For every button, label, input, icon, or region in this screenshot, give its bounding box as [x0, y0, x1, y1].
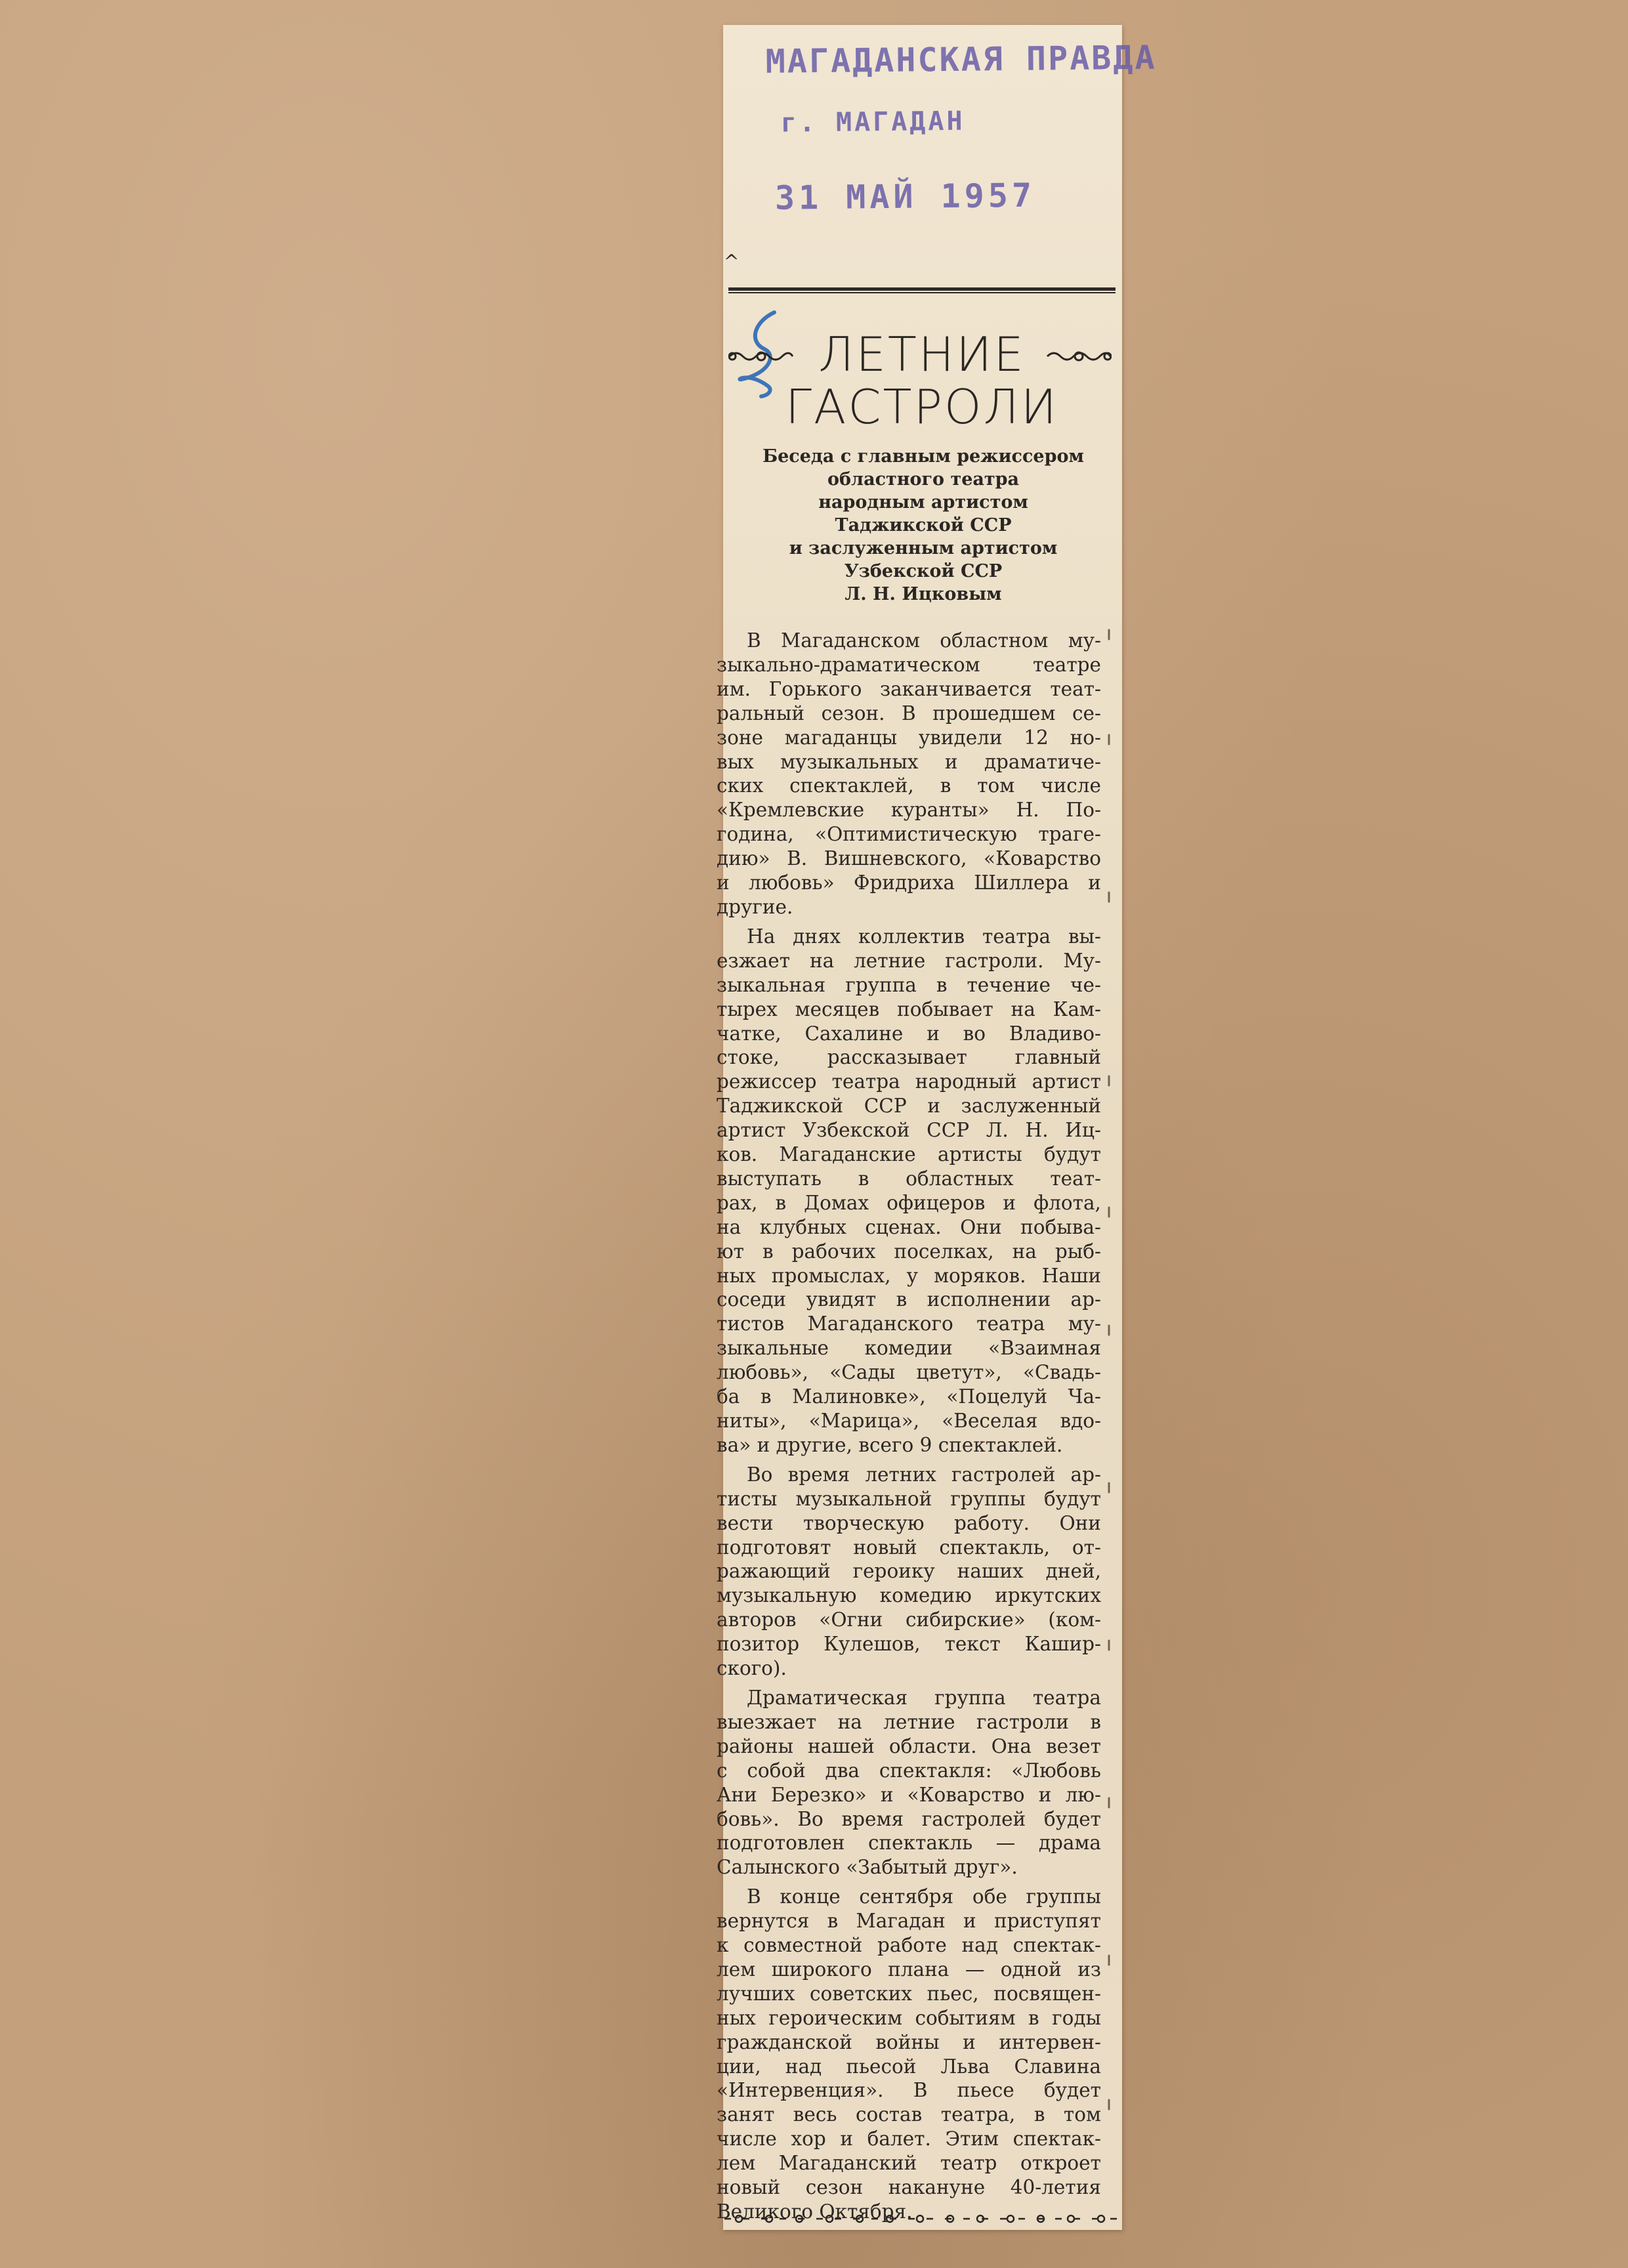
corner-mark-icon: ^	[724, 251, 740, 272]
article-line: занят весь состав театра, в том	[717, 2103, 1101, 2126]
article-line: ных промыслах, у моряков. Наши	[717, 1264, 1101, 1287]
article-line: ских спектаклей, в том числе	[717, 774, 1101, 797]
article-line: година, «Оптимистическую траге-	[717, 823, 1101, 846]
article-line: новый сезон накануне 40-летия	[717, 2176, 1101, 2199]
article-line: бовь». Во время гастролей будет	[717, 1807, 1101, 1830]
margin-tick-marks	[1102, 617, 1116, 2179]
article-line: Салынского «Забытый друг».	[717, 1856, 1018, 1879]
article-line: В конце сентября обе группы	[747, 1885, 1101, 1908]
article-line: режиссер театра народный артист	[717, 1070, 1101, 1093]
article-line: дию» В. Вишневского, «Коварство	[717, 847, 1101, 870]
article-line: зоне магаданцы увидели 12 но-	[717, 726, 1101, 749]
article-line: тистов Магаданского театра му-	[717, 1312, 1101, 1335]
article-line: гражданской войны и интервен-	[717, 2030, 1101, 2053]
article-line: Великого Октября.	[717, 2200, 913, 2223]
article-line: районы нашей области. Она везет	[717, 1734, 1101, 1757]
article-line: ных героическим событиям в годы	[717, 2006, 1101, 2029]
article-line: вернутся в Магадан и приступят	[717, 1910, 1101, 1933]
article-line: к совместной работе над спектак-	[717, 1934, 1101, 1957]
article-line: чатке, Сахалине и во Владиво-	[717, 1022, 1101, 1045]
article-line: Драматическая группа театра	[747, 1686, 1101, 1709]
subtitle-line: Л. Н. Ицковым	[845, 584, 1002, 604]
article-line: подготовят новый спектакль, от-	[717, 1536, 1101, 1559]
article-line: ского).	[717, 1657, 787, 1680]
article-line: им. Горького заканчивается теат-	[717, 677, 1101, 700]
article-line: любовь», «Сады цветут», «Свадь-	[717, 1361, 1101, 1384]
article-line: Во время летних гастролей ар-	[747, 1463, 1101, 1486]
subtitle-line: народным артистом	[818, 492, 1028, 513]
article-line: другие.	[717, 895, 793, 918]
bottom-ornament-border	[724, 2212, 1117, 2226]
headline-line-2: ГАСТРОЛИ	[785, 379, 1059, 434]
header-rule	[728, 287, 1116, 293]
subtitle-line: Узбекской ССР	[844, 561, 1003, 581]
article-line: лем широкого плана — одной из	[717, 1958, 1101, 1981]
article-line: Ани Березко» и «Коварство и лю-	[717, 1783, 1101, 1806]
article-line: езжает на летние гастроли. Му-	[717, 949, 1101, 972]
article-line: ражающий героику наших дней,	[717, 1560, 1101, 1583]
subtitle-line: областного театра	[827, 469, 1019, 490]
article-line: ва» и другие, всего 9 спектаклей.	[717, 1433, 1063, 1456]
article-line: тисты музыкальной группы будут	[717, 1487, 1101, 1510]
paragraph-gap	[717, 1880, 1101, 1885]
article-line: В Магаданском областном му-	[747, 629, 1101, 652]
article-line: соседи увидят в исполнении ар-	[717, 1288, 1101, 1311]
paragraph-gap	[717, 919, 1101, 925]
article-line: зыкально-драматическом театре	[717, 653, 1101, 676]
article-line: числе хор и балет. Этим спектак-	[717, 2128, 1101, 2151]
stamp-city: г. МАГАДАН	[780, 106, 965, 138]
paragraph-gap	[717, 1458, 1101, 1463]
subtitle-line: Таджикской ССР	[835, 515, 1012, 536]
article-line: подготовлен спектакль — драма	[717, 1832, 1101, 1855]
article-line: лучших советских пьес, посвящен-	[717, 1982, 1101, 2005]
article-headline	[728, 328, 1116, 433]
article-line: ков. Магаданские артисты будут	[717, 1143, 1101, 1166]
newspaper-stamp	[761, 38, 1157, 240]
stamp-newspaper-name: МАГАДАНСКАЯ ПРАВДА	[765, 38, 1157, 81]
article-line: ральный сезон. В прошедшем се-	[717, 702, 1101, 724]
article-line: лем Магаданский театр откроет	[717, 2152, 1101, 2175]
subtitle-line: и заслуженным артистом	[789, 538, 1058, 558]
article-line: рах, в Домах офицеров и флота,	[717, 1191, 1101, 1214]
article-line: ции, над пьесой Льва Славина	[717, 2055, 1101, 2078]
article-line: тырех месяцев побывает на Кам-	[717, 998, 1101, 1020]
headline-line-1: ЛЕТНИЕ	[818, 327, 1026, 382]
article-line: «Интервенция». В пьесе будет	[717, 2079, 1101, 2102]
article-line: Таджикской ССР и заслуженный	[717, 1095, 1101, 1118]
article-line: зыкальная группа в течение че-	[717, 973, 1101, 996]
article-line: музыкальную комедию иркутских	[717, 1584, 1101, 1607]
article-line: ба в Малиновке», «Поцелуй Ча-	[717, 1385, 1101, 1408]
paragraph-gap	[717, 1681, 1101, 1686]
article-line: на клубных сценах. Они побыва-	[717, 1215, 1101, 1238]
article-line: артист Узбекской ССР Л. Н. Иц-	[717, 1119, 1101, 1142]
article-subtitle	[730, 445, 1117, 606]
article-line: зыкальные комедии «Взаимная	[717, 1337, 1101, 1360]
subtitle-line: Беседа с главным режиссером	[762, 446, 1084, 467]
article-line: выезжает на летние гастроли в	[717, 1710, 1101, 1733]
article-body	[717, 629, 1101, 2224]
article-line: авторов «Огни сибирские» (ком-	[717, 1608, 1101, 1631]
article-line: выступать в областных теат-	[717, 1167, 1101, 1190]
article-line: с собой два спектакля: «Любовь	[717, 1759, 1101, 1782]
article-line: вых музыкальных и драматиче-	[717, 750, 1101, 773]
article-line: вести творческую работу. Они	[717, 1511, 1101, 1534]
stamp-date: 31 МАЙ 1957	[774, 176, 1036, 217]
article-line: На днях коллектив театра вы-	[747, 925, 1101, 948]
article-line: позитор Кулешов, текст Кашир-	[717, 1633, 1101, 1656]
article-line: ют в рабочих поселках, на рыб-	[717, 1240, 1101, 1263]
article-line: стоке, рассказывает главный	[717, 1046, 1101, 1069]
article-line: и любовь» Фридриха Шиллера и	[717, 872, 1101, 894]
article-line: «Кремлевские куранты» Н. По-	[717, 799, 1101, 822]
article-line: ниты», «Марица», «Веселая вдо-	[717, 1410, 1101, 1432]
